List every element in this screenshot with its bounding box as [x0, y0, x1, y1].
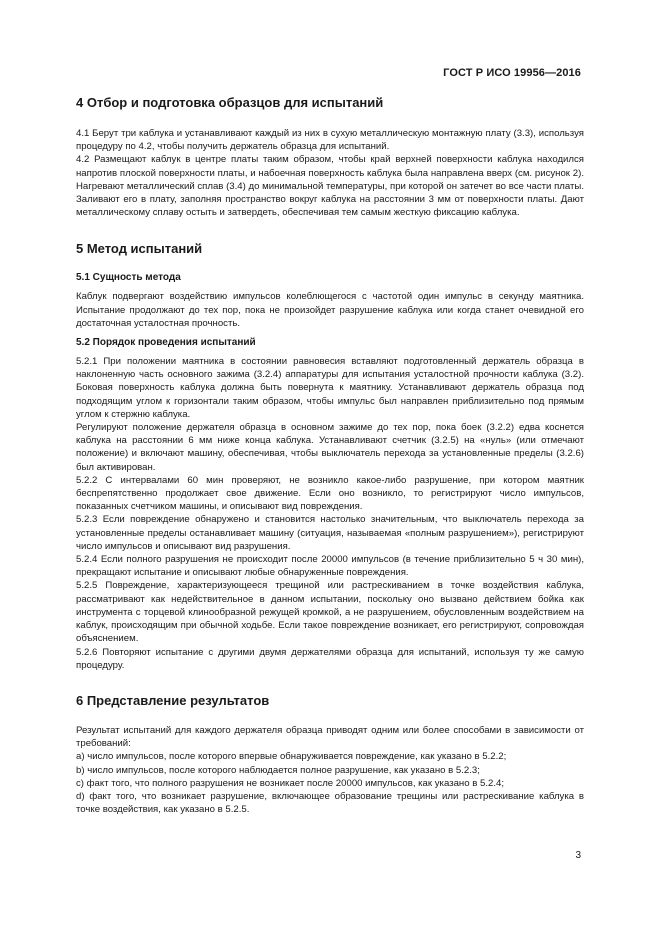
paragraph-6-intro: Результат испытаний для каждого держателя образца приводят одним или более способами в зависимости от требований:: [76, 724, 584, 750]
section-4-heading: 4 Отбор и подготовка образцов для испытаний: [76, 95, 384, 110]
paragraph-5-2-1-cont: Регулируют положение держателя образца в основном зажиме до тех пор, пока боек (3.2.2) едва коснется каблука на расстоянии 6 мм ниже конца каблука. Устанавливают счетчик (3.2.5) на «нуль» (или отмечают положение) и включают машину, обеспечивая, чтобы выключатель перехода за установленные пределы (3.2.6) был активирован.: [76, 422, 584, 473]
standard-code: ГОСТ Р ИСО 19956—2016: [443, 67, 581, 79]
paragraph-4-2: 4.2 Размещают каблук в центре платы таким образом, чтобы край верхней поверхности каблука находился напротив плоской поверхности платы, и набоечная поверхность каблука была направлена вверх (см. рисунок 2). Нагревают металлический сплав (3.4) до минимальной температуры, при которой он затечет во все части платы. Заливают его в плату, заполняя пространство вокруг каблука на расстоянии 3 мм от поверхности платы. Дают металлическому сплаву остыть и затвердеть, обеспечивая тем самым жесткую фиксацию каблука.: [76, 154, 584, 219]
subsection-5-2-heading: 5.2 Порядок проведения испытаний: [76, 337, 256, 349]
subsection-5-1-heading: 5.1 Сущность метода: [76, 272, 181, 284]
paragraph-5-1: Каблук подвергают воздействию импульсов колеблющегося с частотой один импульс в секунду маятника. Испытание продолжают до тех пор, пока не произойдет разрушение каблука или когда станет очевидной его достаточная усталостная прочность.: [76, 291, 584, 329]
paragraph-5-2-1: 5.2.1 При положении маятника в состоянии равновесия вставляют подготовленный держатель образца в наклоненную часть основного зажима (3.2.4) аппаратуры для испытания усталостной прочности каблука (3.2). Боковая поверхность каблука должна быть повернута к маятнику. Устанавливают держатель образца под подходящим углом к горизонтали таким образом, чтобы импульс был направлен приблизительно под прямым углом к стержню каблука.: [76, 356, 584, 420]
paragraph-5-2-3: 5.2.3 Если повреждение обнаружено и становится настолько значительным, что выключатель перехода за установленные пределы останавливает машину (ситуация, называемая «полным разрушением»), регистрируют число импульсов и описывают вид разрушения.: [76, 514, 584, 552]
paragraph-5-2-4: 5.2.4 Если полного разрушения не происходит после 20000 импульсов (в течение приблизительно 5 ч 30 мин), прекращают испытание и описывают любые обнаруженные повреждения.: [76, 554, 584, 579]
list-item-a: a) число импульсов, после которого впервые обнаруживается повреждение, как указано в 5.2.2;: [76, 751, 507, 763]
section-6-heading: 6 Представление результатов: [76, 692, 270, 708]
section-5-heading: 5 Метод испытаний: [76, 241, 203, 257]
paragraph-4-1: 4.1 Берут три каблука и устанавливают каждый из них в сухую металлическую монтажную плату (3.3), используя процедуру по 4.2, чтобы получить держатель образца для испытаний.: [76, 128, 584, 153]
paragraph-5-2-5: 5.2.5 Повреждение, характеризующееся трещиной или растрескиванием в точке воздействия каблука, рассматривают как недействительное в данном испытании, поскольку оно вызвано действием бойка как инструмента с торцевой клинообразной режущей кромкой, а не разрушением, обусловленным воздействием на каблук, происходящим при обычной ходьбе. Если такое повреждение возникает, его регистрируют, сопровождая объяснением.: [76, 580, 584, 645]
list-item-d: d) факт того, что возникает разрушение, включающее образование трещины или растрескивание каблука в точке воздействия, как указано в 5.2.5.: [76, 790, 584, 816]
page-number: 3: [575, 850, 581, 861]
list-item-b: b) число импульсов, после которого наблюдается полное разрушение, как указано в 5.2.3;: [76, 764, 480, 776]
document-body: [76, 92, 584, 816]
list-item-c: c) факт того, что полного разрушения не возникает после 20000 импульсов, как указано в 5.2.4;: [76, 777, 504, 789]
paragraph-5-2-6: 5.2.6 Повторяют испытание с другими двумя держателями образца для испытаний, используя ту же самую процедуру.: [76, 646, 584, 671]
paragraph-5-2-2: 5.2.2 С интервалами 60 мин проверяют, не возникло какое-либо разрушение, при котором маятник беспрепятственно продолжает свое движение. Если оно возникло, то регистрируют число импульсов, показанных счетчиком машины, и описывают вид повреждения.: [76, 474, 584, 513]
